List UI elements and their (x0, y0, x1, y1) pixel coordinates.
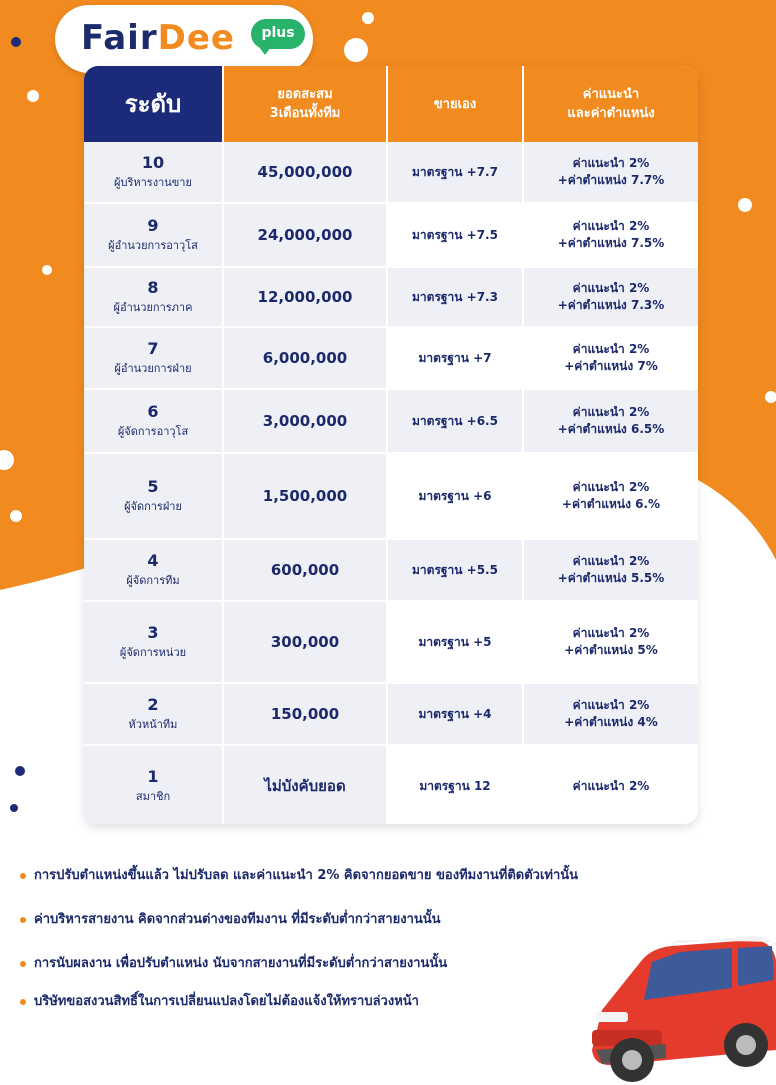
bullet-icon (20, 961, 26, 967)
table-row (84, 204, 698, 266)
sales-amount: 1,500,000 (262, 487, 348, 505)
sales-amount: 24,000,000 (257, 226, 353, 244)
header-level: ระดับ (84, 66, 222, 142)
cell-commission (524, 204, 698, 266)
self-sale-rate: มาตรฐาน +6.5 (412, 413, 498, 428)
table-row (84, 328, 698, 388)
self-sale-rate: มาตรฐาน +4 (418, 706, 492, 721)
cell-self-sale (388, 746, 522, 824)
cell-accumulated-sales (224, 746, 386, 824)
note-item (20, 864, 578, 885)
cell-level (84, 540, 222, 600)
note-item (20, 952, 447, 973)
cell-accumulated-sales (224, 454, 386, 538)
self-sale-rate: มาตรฐาน +5 (418, 634, 492, 649)
level-title: ผู้จัดการอาวุโส (117, 425, 189, 438)
level-number: 10 (141, 153, 165, 172)
table-row (84, 268, 698, 326)
red-car-illustration (582, 900, 776, 1085)
table-row (84, 390, 698, 452)
commission-rate: ค่าแนะนำ 2% +ค่าตำแหน่ง 7.3% (557, 281, 665, 312)
cell-commission (524, 328, 698, 388)
level-title: ผู้อำนวยการอาวุโส (108, 239, 198, 252)
sales-amount: 300,000 (270, 633, 340, 651)
bullet-icon (20, 917, 26, 923)
cell-accumulated-sales (224, 328, 386, 388)
cell-commission (524, 268, 698, 326)
commission-rate: ค่าแนะนำ 2% +ค่าตำแหน่ง 7% (564, 342, 658, 373)
table-row (84, 454, 698, 538)
level-number: 9 (147, 216, 159, 235)
self-sale-rate: มาตรฐาน +7.5 (412, 227, 498, 242)
header-accumulated-sales: ยอดสะสม 3เดือนทั้งทีม (224, 66, 386, 142)
cell-accumulated-sales (224, 268, 386, 326)
table-row (84, 602, 698, 682)
bullet-icon (20, 999, 26, 1005)
cell-self-sale (388, 390, 522, 452)
self-sale-rate: มาตรฐาน +7 (418, 350, 492, 365)
cell-self-sale (388, 540, 522, 600)
header-commission: ค่าแนะนำ และค่าตำแหน่ง (524, 66, 698, 142)
cell-accumulated-sales (224, 684, 386, 744)
cell-self-sale (388, 328, 522, 388)
self-sale-rate: มาตรฐาน +6 (418, 488, 492, 503)
cell-commission (524, 390, 698, 452)
cell-self-sale (388, 268, 522, 326)
self-sale-rate: มาตรฐาน +7.7 (412, 164, 498, 179)
cell-commission (524, 454, 698, 538)
cell-commission (524, 684, 698, 744)
level-number: 7 (147, 339, 159, 358)
cell-accumulated-sales (224, 390, 386, 452)
cell-accumulated-sales (224, 540, 386, 600)
sales-amount: 6,000,000 (262, 349, 348, 367)
cell-self-sale (388, 142, 522, 202)
note-text: บริษัทขอสงวนสิทธิ์ในการเปลี่ยนแปลงโดยไม่ต้องแจ้งให้ทราบล่วงหน้า (34, 994, 419, 1009)
note-text: การปรับตำแหน่งขึ้นแล้ว ไม่ปรับลด และค่าแนะนำ 2% คิดจากยอดขาย ของทีมงานที่ติดตัวเท่านั้น (34, 868, 579, 883)
table-row (84, 746, 698, 824)
cell-commission (524, 142, 698, 202)
commission-rate: ค่าแนะนำ 2% +ค่าตำแหน่ง 5.5% (557, 554, 665, 585)
cell-commission (524, 746, 698, 824)
level-number: 5 (147, 477, 159, 496)
cell-level (84, 328, 222, 388)
level-title: หัวหน้าทีม (128, 718, 178, 731)
level-title: ผู้อำนวยการฝ่าย (114, 362, 192, 375)
sales-amount: 150,000 (270, 705, 340, 723)
sales-amount: 600,000 (270, 561, 340, 579)
cell-level (84, 454, 222, 538)
cell-self-sale (388, 204, 522, 266)
commission-rate: ค่าแนะนำ 2% +ค่าตำแหน่ง 6.5% (557, 405, 665, 436)
note-item (20, 990, 419, 1011)
cell-level (84, 142, 222, 202)
cell-level (84, 204, 222, 266)
note-item (20, 908, 441, 929)
sales-amount: 3,000,000 (262, 412, 348, 430)
cell-level (84, 684, 222, 744)
self-sale-rate: มาตรฐาน +7.3 (412, 289, 498, 304)
table-row (84, 684, 698, 744)
cell-accumulated-sales (224, 142, 386, 202)
level-title: ผู้จัดการทีม (126, 574, 180, 587)
cell-self-sale (388, 454, 522, 538)
cell-level (84, 268, 222, 326)
self-sale-rate: มาตรฐาน +5.5 (412, 562, 498, 577)
self-sale-rate: มาตรฐาน 12 (419, 778, 491, 793)
commission-rate: ค่าแนะนำ 2% +ค่าตำแหน่ง 5% (564, 626, 658, 657)
cell-commission (524, 602, 698, 682)
cell-accumulated-sales (224, 602, 386, 682)
table-row (84, 142, 698, 202)
fairdee-logo (55, 5, 313, 73)
logo-wordmark: FairDee (81, 18, 235, 58)
sales-amount: 12,000,000 (257, 288, 353, 306)
commission-table (84, 66, 698, 824)
level-title: ผู้บริหารงานขาย (114, 176, 192, 189)
level-number: 8 (147, 278, 159, 297)
table-row (84, 540, 698, 600)
cell-level (84, 602, 222, 682)
level-number: 2 (147, 695, 159, 714)
sales-amount: 45,000,000 (257, 163, 353, 181)
level-title: ผู้จัดการหน่วย (119, 646, 187, 659)
commission-rate: ค่าแนะนำ 2% +ค่าตำแหน่ง 6.% (561, 480, 661, 511)
cell-self-sale (388, 684, 522, 744)
commission-rate: ค่าแนะนำ 2% (572, 778, 650, 793)
commission-rate: ค่าแนะนำ 2% +ค่าตำแหน่ง 4% (564, 698, 658, 729)
cell-accumulated-sales (224, 204, 386, 266)
cell-level (84, 746, 222, 824)
header-self-sale: ขายเอง (388, 66, 522, 142)
sales-amount: ไม่บังคับยอด (264, 777, 346, 795)
level-title: ผู้จัดการฝ่าย (124, 500, 182, 513)
commission-rate: ค่าแนะนำ 2% +ค่าตำแหน่ง 7.7% (557, 156, 665, 187)
level-title: สมาชิก (135, 790, 171, 803)
cell-level (84, 390, 222, 452)
commission-rate: ค่าแนะนำ 2% +ค่าตำแหน่ง 7.5% (557, 219, 665, 250)
note-text: ค่าบริหารสายงาน คิดจากส่วนต่างของทีมงาน ที่มีระดับต่ำกว่าสายงานนั้น (34, 912, 441, 927)
level-number: 6 (147, 402, 159, 421)
cell-commission (524, 540, 698, 600)
level-number: 1 (147, 767, 159, 786)
level-title: ผู้อำนวยการภาค (113, 301, 193, 314)
level-number: 3 (147, 623, 159, 642)
logo-plus-badge: plus (251, 19, 305, 49)
note-text: การนับผลงาน เพื่อปรับตำแหน่ง นับจากสายงานที่มีระดับต่ำกว่าสายงานนั้น (34, 956, 448, 971)
cell-self-sale (388, 602, 522, 682)
bullet-icon (20, 873, 26, 879)
level-number: 4 (147, 551, 159, 570)
